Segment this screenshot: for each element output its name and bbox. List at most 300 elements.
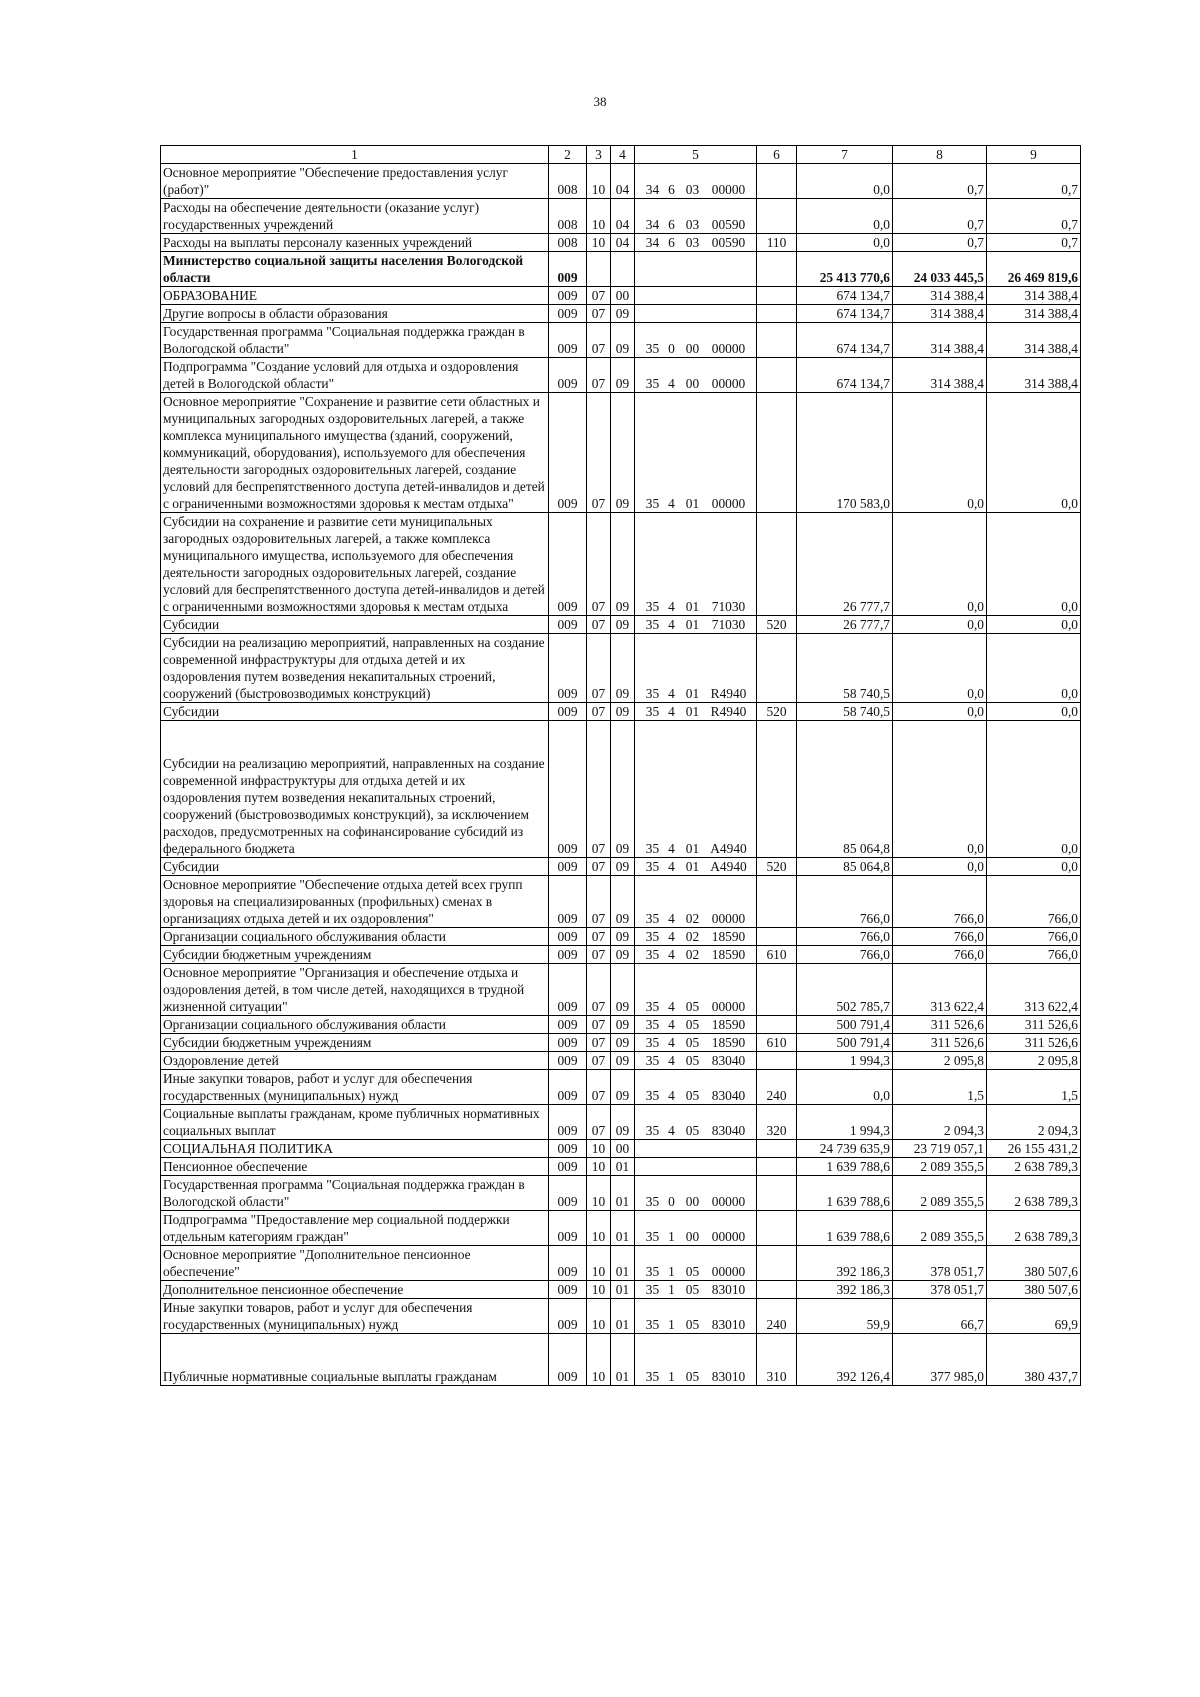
row-section-code: 07	[587, 616, 611, 634]
row-expense-type	[757, 1176, 797, 1211]
table-row	[161, 1299, 1081, 1334]
row-amount-year-3: 0,0	[987, 703, 1081, 721]
row-amount-year-3: 380 507,6	[987, 1246, 1081, 1281]
row-amount-year-3: 313 622,4	[987, 964, 1081, 1016]
row-target-article	[635, 703, 757, 721]
target-article-part: 02	[685, 929, 700, 944]
row-amount-year-1: 0,0	[797, 164, 893, 199]
target-article-part: 34	[645, 182, 660, 197]
table-row	[161, 305, 1081, 323]
row-ministry-code: 009	[549, 1105, 587, 1140]
budget-table	[160, 145, 1081, 1386]
row-amount-year-1: 502 785,7	[797, 964, 893, 1016]
target-article-part: 83010	[711, 1317, 746, 1332]
row-subsection-code: 09	[611, 1034, 635, 1052]
row-subsection-code: 04	[611, 164, 635, 199]
table-row	[161, 1246, 1081, 1281]
row-target-article	[635, 1246, 757, 1281]
row-expense-type: 520	[757, 858, 797, 876]
page-number: 38	[593, 94, 607, 109]
header-col-2: 2	[549, 146, 587, 164]
target-article-part: 35	[645, 841, 660, 856]
target-article-part: 02	[685, 911, 700, 926]
row-amount-year-2: 0,7	[893, 234, 987, 252]
row-target-article	[635, 1070, 757, 1105]
row-expense-type	[757, 1281, 797, 1299]
target-article-part: 05	[685, 1282, 700, 1297]
row-amount-year-1: 766,0	[797, 946, 893, 964]
row-section-code: 07	[587, 964, 611, 1016]
row-amount-year-1: 674 134,7	[797, 305, 893, 323]
row-name: Основное мероприятие "Обеспечение предоставления услуг (работ)"	[161, 164, 549, 199]
row-target-article	[635, 1158, 757, 1176]
row-section-code: 07	[587, 703, 611, 721]
row-subsection-code: 09	[611, 964, 635, 1016]
row-subsection-code: 09	[611, 928, 635, 946]
table-row	[161, 1140, 1081, 1158]
target-article-part: 4	[668, 686, 675, 701]
row-ministry-code: 009	[549, 1211, 587, 1246]
row-amount-year-2: 377 985,0	[893, 1334, 987, 1386]
target-article-part: 01	[685, 841, 700, 856]
row-name: Государственная программа "Социальная поддержка граждан в Вологодской области"	[161, 323, 549, 358]
row-amount-year-1: 1 994,3	[797, 1105, 893, 1140]
row-target-article	[635, 393, 757, 513]
table-row	[161, 703, 1081, 721]
target-article-part: 4	[668, 947, 675, 962]
target-article-part: 34	[645, 235, 660, 250]
row-amount-year-2: 2 095,8	[893, 1052, 987, 1070]
row-section-code: 07	[587, 634, 611, 703]
table-row	[161, 1052, 1081, 1070]
row-target-article	[635, 616, 757, 634]
target-article-part: 01	[685, 686, 700, 701]
target-article-part: 4	[668, 496, 675, 511]
row-section-code: 07	[587, 305, 611, 323]
target-article-part: 01	[685, 859, 700, 874]
row-name: Субсидии	[161, 703, 549, 721]
target-article-part: 71030	[711, 617, 746, 632]
header-col-6: 6	[757, 146, 797, 164]
row-ministry-code: 008	[549, 234, 587, 252]
target-article-part: 05	[685, 1123, 700, 1138]
table-row	[161, 252, 1081, 287]
row-subsection-code: 04	[611, 199, 635, 234]
row-amount-year-3: 26 469 819,6	[987, 252, 1081, 287]
row-name: Пенсионное обеспечение	[161, 1158, 549, 1176]
target-article-part: 35	[645, 947, 660, 962]
row-target-article	[635, 858, 757, 876]
row-section-code: 10	[587, 1299, 611, 1334]
row-subsection-code: 00	[611, 287, 635, 305]
table-row	[161, 1158, 1081, 1176]
target-article-part: 1	[668, 1369, 675, 1384]
header-col-9: 9	[987, 146, 1081, 164]
row-amount-year-3: 0,7	[987, 199, 1081, 234]
target-article-part: R4940	[710, 686, 747, 701]
target-article-part: 35	[645, 1229, 660, 1244]
row-subsection-code: 09	[611, 876, 635, 928]
target-article-part: 00590	[711, 217, 746, 232]
row-amount-year-1: 25 413 770,6	[797, 252, 893, 287]
header-col-3: 3	[587, 146, 611, 164]
row-name: Иные закупки товаров, работ и услуг для обеспечения государственных (муниципальных) нужд	[161, 1070, 549, 1105]
row-amount-year-1: 500 791,4	[797, 1016, 893, 1034]
table-row	[161, 1334, 1081, 1386]
row-expense-type	[757, 323, 797, 358]
row-amount-year-2: 0,7	[893, 164, 987, 199]
target-article-part: 35	[645, 1369, 660, 1384]
row-subsection-code: 00	[611, 1140, 635, 1158]
target-article-part: 00000	[711, 376, 746, 391]
row-section-code: 10	[587, 1158, 611, 1176]
table-row	[161, 1016, 1081, 1034]
row-target-article	[635, 1052, 757, 1070]
row-ministry-code: 009	[549, 252, 587, 287]
row-amount-year-1: 1 639 788,6	[797, 1211, 893, 1246]
row-target-article	[635, 1034, 757, 1052]
row-expense-type	[757, 634, 797, 703]
row-amount-year-3: 314 388,4	[987, 323, 1081, 358]
row-subsection-code: 09	[611, 703, 635, 721]
row-name: Основное мероприятие "Обеспечение отдыха детей всех групп здоровья на специализированных (профильных) сменах в организациях отдыха детей и их оздоровления"	[161, 876, 549, 928]
row-section-code: 07	[587, 1052, 611, 1070]
row-section-code: 07	[587, 513, 611, 616]
row-target-article	[635, 199, 757, 234]
target-article-part: 71030	[711, 599, 746, 614]
target-article-part: 35	[645, 1317, 660, 1332]
target-article-part: 05	[685, 1035, 700, 1050]
row-subsection-code: 09	[611, 634, 635, 703]
row-section-code: 07	[587, 946, 611, 964]
row-amount-year-1: 674 134,7	[797, 323, 893, 358]
table-row	[161, 513, 1081, 616]
row-name: Основное мероприятие "Сохранение и развитие сети областных и муниципальных загородных оздоровительных лагерей, а также комплекса муниципального имущества (зданий, сооружений, коммуникаций, оборудования), используемого для обеспечения деятельности загородных оздоровительных лагерей, создание условий для беспрепятственного доступа детей-инвалидов и детей с ограниченными возможностями здоровья к местам отдыха"	[161, 393, 549, 513]
row-amount-year-2: 311 526,6	[893, 1016, 987, 1034]
row-amount-year-3: 766,0	[987, 928, 1081, 946]
row-expense-type	[757, 876, 797, 928]
row-expense-type: 310	[757, 1334, 797, 1386]
target-article-part: 02	[685, 947, 700, 962]
row-subsection-code	[611, 252, 635, 287]
row-target-article	[635, 287, 757, 305]
row-amount-year-3: 0,0	[987, 616, 1081, 634]
target-article-part: 83010	[711, 1282, 746, 1297]
row-target-article	[635, 1281, 757, 1299]
row-expense-type	[757, 287, 797, 305]
row-ministry-code: 009	[549, 1299, 587, 1334]
row-name: СОЦИАЛЬНАЯ ПОЛИТИКА	[161, 1140, 549, 1158]
row-amount-year-2: 2 089 355,5	[893, 1176, 987, 1211]
row-amount-year-1: 170 583,0	[797, 393, 893, 513]
row-amount-year-3: 766,0	[987, 946, 1081, 964]
row-amount-year-1: 1 639 788,6	[797, 1176, 893, 1211]
target-article-part: 4	[668, 1035, 675, 1050]
row-name: Основное мероприятие "Организация и обеспечение отдыха и оздоровления детей, в том числе детей, находящихся в трудной жизненной ситуации"	[161, 964, 549, 1016]
row-amount-year-1: 85 064,8	[797, 721, 893, 858]
table-row	[161, 1281, 1081, 1299]
row-amount-year-1: 392 186,3	[797, 1246, 893, 1281]
row-subsection-code: 09	[611, 721, 635, 858]
table-row	[161, 358, 1081, 393]
row-amount-year-3: 0,0	[987, 513, 1081, 616]
row-amount-year-1: 24 739 635,9	[797, 1140, 893, 1158]
row-amount-year-3: 1,5	[987, 1070, 1081, 1105]
row-expense-type	[757, 928, 797, 946]
target-article-part: 35	[645, 1035, 660, 1050]
table-row	[161, 946, 1081, 964]
row-subsection-code: 09	[611, 1016, 635, 1034]
row-expense-type	[757, 1140, 797, 1158]
row-ministry-code: 009	[549, 323, 587, 358]
row-amount-year-2: 2 089 355,5	[893, 1158, 987, 1176]
target-article-part: 35	[645, 929, 660, 944]
row-amount-year-2: 1,5	[893, 1070, 987, 1105]
row-amount-year-1: 1 639 788,6	[797, 1158, 893, 1176]
target-article-part: 4	[668, 376, 675, 391]
row-amount-year-1: 58 740,5	[797, 703, 893, 721]
row-amount-year-3: 380 507,6	[987, 1281, 1081, 1299]
row-amount-year-1: 1 994,3	[797, 1052, 893, 1070]
row-expense-type	[757, 1158, 797, 1176]
row-section-code: 10	[587, 199, 611, 234]
target-article-part: 05	[685, 1088, 700, 1103]
row-section-code: 10	[587, 1176, 611, 1211]
row-expense-type	[757, 252, 797, 287]
row-amount-year-2: 0,0	[893, 634, 987, 703]
target-article-part: 03	[685, 182, 700, 197]
row-amount-year-2: 2 089 355,5	[893, 1211, 987, 1246]
table-row	[161, 616, 1081, 634]
target-article-part: 00	[685, 341, 700, 356]
target-article-part: 35	[645, 1123, 660, 1138]
row-amount-year-3: 314 388,4	[987, 358, 1081, 393]
row-amount-year-1: 500 791,4	[797, 1034, 893, 1052]
row-expense-type	[757, 1211, 797, 1246]
target-article-part: A4940	[710, 841, 747, 856]
target-article-part: 05	[685, 999, 700, 1014]
target-article-part: 35	[645, 911, 660, 926]
row-subsection-code: 01	[611, 1299, 635, 1334]
table-row	[161, 1070, 1081, 1105]
row-name: Подпрограмма "Предоставление мер социальной поддержки отдельным категориям граждан"	[161, 1211, 549, 1246]
target-article-part: 35	[645, 686, 660, 701]
row-name: Расходы на обеспечение деятельности (оказание услуг) государственных учреждений	[161, 199, 549, 234]
row-name: Субсидии бюджетным учреждениям	[161, 946, 549, 964]
row-name: Оздоровление детей	[161, 1052, 549, 1070]
target-article-part: 35	[645, 999, 660, 1014]
target-article-part: 35	[645, 496, 660, 511]
table-row	[161, 876, 1081, 928]
row-target-article	[635, 1211, 757, 1246]
target-article-part: 00000	[711, 911, 746, 926]
row-subsection-code: 09	[611, 1070, 635, 1105]
row-target-article	[635, 721, 757, 858]
table-row	[161, 199, 1081, 234]
row-ministry-code: 009	[549, 305, 587, 323]
row-amount-year-3: 0,7	[987, 164, 1081, 199]
row-amount-year-3: 2 638 789,3	[987, 1211, 1081, 1246]
row-amount-year-3: 0,0	[987, 634, 1081, 703]
target-article-part: 00000	[711, 1264, 746, 1279]
target-article-part: 34	[645, 217, 660, 232]
row-expense-type	[757, 1016, 797, 1034]
row-subsection-code: 01	[611, 1176, 635, 1211]
row-section-code: 07	[587, 393, 611, 513]
row-expense-type	[757, 1246, 797, 1281]
row-amount-year-1: 0,0	[797, 1070, 893, 1105]
row-ministry-code: 009	[549, 513, 587, 616]
target-article-part: 4	[668, 1053, 675, 1068]
row-amount-year-2: 314 388,4	[893, 287, 987, 305]
row-ministry-code: 009	[549, 358, 587, 393]
target-article-part: 4	[668, 1123, 675, 1138]
row-amount-year-2: 766,0	[893, 876, 987, 928]
row-target-article	[635, 1105, 757, 1140]
target-article-part: 83040	[711, 1088, 746, 1103]
row-name: Подпрограмма "Создание условий для отдыха и оздоровления детей в Вологодской области"	[161, 358, 549, 393]
row-amount-year-2: 378 051,7	[893, 1246, 987, 1281]
row-amount-year-3: 2 638 789,3	[987, 1176, 1081, 1211]
target-article-part: 4	[668, 599, 675, 614]
target-article-part: 35	[645, 599, 660, 614]
target-article-part: R4940	[710, 704, 747, 719]
row-target-article	[635, 1176, 757, 1211]
row-expense-type: 110	[757, 234, 797, 252]
target-article-part: 35	[645, 1264, 660, 1279]
row-amount-year-2: 0,0	[893, 393, 987, 513]
row-ministry-code: 009	[549, 876, 587, 928]
target-article-part: 01	[685, 617, 700, 632]
row-subsection-code: 01	[611, 1281, 635, 1299]
row-section-code: 07	[587, 1016, 611, 1034]
table-row	[161, 1034, 1081, 1052]
row-name: Субсидии на сохранение и развитие сети муниципальных загородных оздоровительных лагерей, а также комплекса муниципального имущества, используемого для обеспечения деятельности загородных оздоровительных лагерей, создание условий для беспрепятственного доступа детей-инвалидов и детей с ограниченными возможностями здоровья к местам отдыха	[161, 513, 549, 616]
table-row	[161, 928, 1081, 946]
target-article-part: 1	[668, 1229, 675, 1244]
target-article-part: 05	[685, 1017, 700, 1032]
row-target-article	[635, 513, 757, 616]
table-row	[161, 1105, 1081, 1140]
row-ministry-code: 009	[549, 1070, 587, 1105]
header-col-1: 1	[161, 146, 549, 164]
row-amount-year-2: 23 719 057,1	[893, 1140, 987, 1158]
target-article-part: 18590	[711, 1035, 746, 1050]
row-amount-year-2: 314 388,4	[893, 305, 987, 323]
target-article-part: 83040	[711, 1123, 746, 1138]
row-subsection-code: 09	[611, 305, 635, 323]
row-name: Расходы на выплаты персоналу казенных учреждений	[161, 234, 549, 252]
row-target-article	[635, 946, 757, 964]
target-article-part: 01	[685, 704, 700, 719]
target-article-part: 1	[668, 1317, 675, 1332]
row-amount-year-1: 85 064,8	[797, 858, 893, 876]
row-section-code: 07	[587, 721, 611, 858]
target-article-part: 4	[668, 704, 675, 719]
row-target-article	[635, 1140, 757, 1158]
row-amount-year-2: 314 388,4	[893, 323, 987, 358]
row-amount-year-1: 0,0	[797, 199, 893, 234]
row-ministry-code: 009	[549, 946, 587, 964]
row-target-article	[635, 1016, 757, 1034]
row-name: Другие вопросы в области образования	[161, 305, 549, 323]
table-row	[161, 323, 1081, 358]
target-article-part: 0	[668, 1194, 675, 1209]
row-expense-type	[757, 964, 797, 1016]
row-amount-year-3: 380 437,7	[987, 1334, 1081, 1386]
row-name: ОБРАЗОВАНИЕ	[161, 287, 549, 305]
table-row	[161, 858, 1081, 876]
row-target-article	[635, 305, 757, 323]
target-article-part: 35	[645, 341, 660, 356]
target-article-part: 35	[645, 376, 660, 391]
row-expense-type: 520	[757, 616, 797, 634]
target-article-part: 05	[685, 1369, 700, 1384]
row-ministry-code: 009	[549, 1016, 587, 1034]
row-name: Публичные нормативные социальные выплаты гражданам	[161, 1334, 549, 1386]
row-name: Субсидии	[161, 616, 549, 634]
row-amount-year-3: 69,9	[987, 1299, 1081, 1334]
table-row	[161, 234, 1081, 252]
table-row	[161, 164, 1081, 199]
row-amount-year-3: 766,0	[987, 876, 1081, 928]
row-target-article	[635, 323, 757, 358]
row-subsection-code: 09	[611, 858, 635, 876]
target-article-part: 00	[685, 1229, 700, 1244]
row-section-code: 10	[587, 1281, 611, 1299]
target-article-part: 4	[668, 929, 675, 944]
target-article-part: 35	[645, 617, 660, 632]
row-section-code: 07	[587, 287, 611, 305]
header-col-5: 5	[635, 146, 757, 164]
target-article-part: 4	[668, 1017, 675, 1032]
row-ministry-code: 009	[549, 1034, 587, 1052]
row-amount-year-1: 58 740,5	[797, 634, 893, 703]
row-section-code: 10	[587, 1140, 611, 1158]
row-ministry-code: 009	[549, 1281, 587, 1299]
row-expense-type	[757, 305, 797, 323]
row-amount-year-3: 0,0	[987, 721, 1081, 858]
target-article-part: 4	[668, 911, 675, 926]
row-subsection-code: 01	[611, 1158, 635, 1176]
target-article-part: 6	[668, 235, 675, 250]
target-article-part: 83010	[711, 1369, 746, 1384]
row-name: Дополнительное пенсионное обеспечение	[161, 1281, 549, 1299]
target-article-part: 6	[668, 182, 675, 197]
target-article-part: 83040	[711, 1053, 746, 1068]
table-row	[161, 1211, 1081, 1246]
table-row	[161, 634, 1081, 703]
row-expense-type	[757, 199, 797, 234]
target-article-part: 01	[685, 496, 700, 511]
row-section-code: 07	[587, 323, 611, 358]
row-section-code: 07	[587, 1105, 611, 1140]
row-ministry-code: 009	[549, 721, 587, 858]
row-expense-type: 320	[757, 1105, 797, 1140]
target-article-part: 00000	[711, 496, 746, 511]
row-ministry-code: 009	[549, 928, 587, 946]
target-article-part: 4	[668, 841, 675, 856]
row-subsection-code: 09	[611, 946, 635, 964]
row-subsection-code: 09	[611, 1052, 635, 1070]
row-ministry-code: 009	[549, 393, 587, 513]
target-article-part: 4	[668, 999, 675, 1014]
row-amount-year-1: 26 777,7	[797, 616, 893, 634]
target-article-part: 4	[668, 617, 675, 632]
row-section-code: 10	[587, 1211, 611, 1246]
row-amount-year-1: 392 126,4	[797, 1334, 893, 1386]
row-amount-year-2: 0,0	[893, 858, 987, 876]
